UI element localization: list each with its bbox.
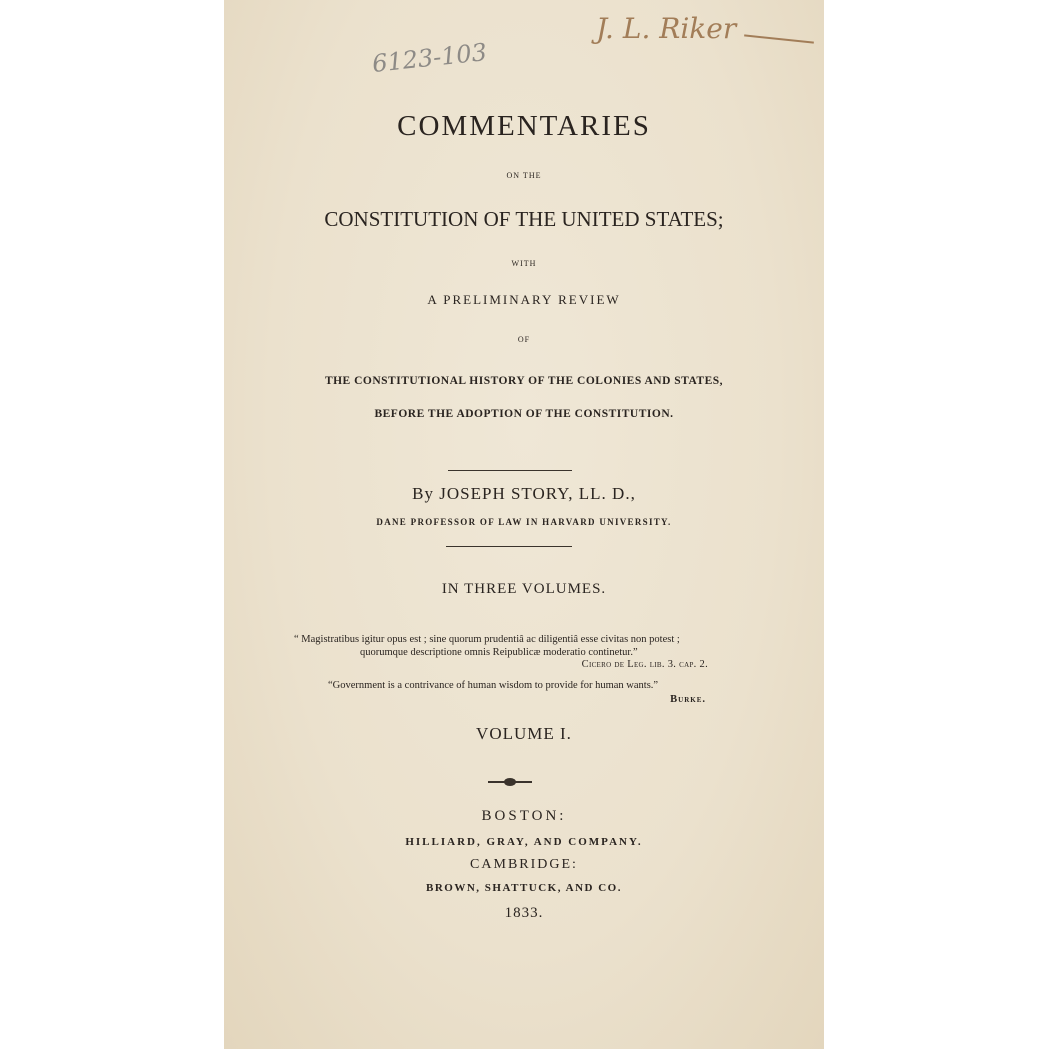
before-line: BEFORE THE ADOPTION OF THE CONSTITUTION.	[374, 408, 674, 420]
ornament-icon	[488, 781, 532, 783]
divider-rule	[448, 470, 572, 471]
imprint-publisher-brown: BROWN, SHATTUCK, AND CO.	[426, 882, 622, 894]
subject-line: CONSTITUTION OF THE UNITED STATES;	[324, 207, 724, 231]
volumes-line: IN THREE VOLUMES.	[441, 581, 607, 597]
review-line: A PRELIMINARY REVIEW	[427, 292, 621, 307]
volume-number: VOLUME I.	[476, 724, 572, 743]
cicero-quote-line1: “ Magistratibus igitur opus est ; sine quorum prudentiâ ac diligentiâ esse civitas non potest ;	[294, 634, 680, 645]
signature: J. L. Riker	[596, 12, 737, 45]
author-line: By JOSEPH STORY, LL. D.,	[412, 484, 636, 503]
title-page	[224, 0, 824, 1049]
burke-quote: “Government is a contrivance of human wisdom to provide for human wants.”	[328, 680, 659, 691]
divider-rule	[446, 546, 572, 547]
history-line: THE CONSTITUTIONAL HISTORY OF THE COLONIES AND STATES,	[324, 375, 724, 387]
book-title: COMMENTARIES	[397, 110, 651, 142]
author-title: DANE PROFESSOR OF LAW IN HARVARD UNIVERSITY.	[376, 517, 672, 527]
imprint-publisher-hilliard: HILLIARD, GRAY, AND COMPANY.	[405, 836, 643, 848]
burke-attribution: Burke.	[670, 694, 706, 705]
cicero-quote-line2: quorumque descriptione omnis Reipublicæ moderatio continetur.”	[360, 647, 638, 658]
on-the-text: ON THE	[506, 171, 542, 180]
imprint-city-boston: BOSTON:	[481, 808, 567, 824]
signature-flourish	[744, 34, 814, 43]
with-text: WITH	[511, 259, 537, 268]
cicero-attribution: Cicero de Leg. lib. 3. cap. 2.	[581, 659, 708, 670]
imprint-year: 1833.	[504, 905, 544, 921]
imprint-city-cambridge: CAMBRIDGE:	[470, 857, 578, 872]
catalog-number: 6123-103	[370, 38, 489, 78]
of-text: OF	[517, 335, 531, 344]
